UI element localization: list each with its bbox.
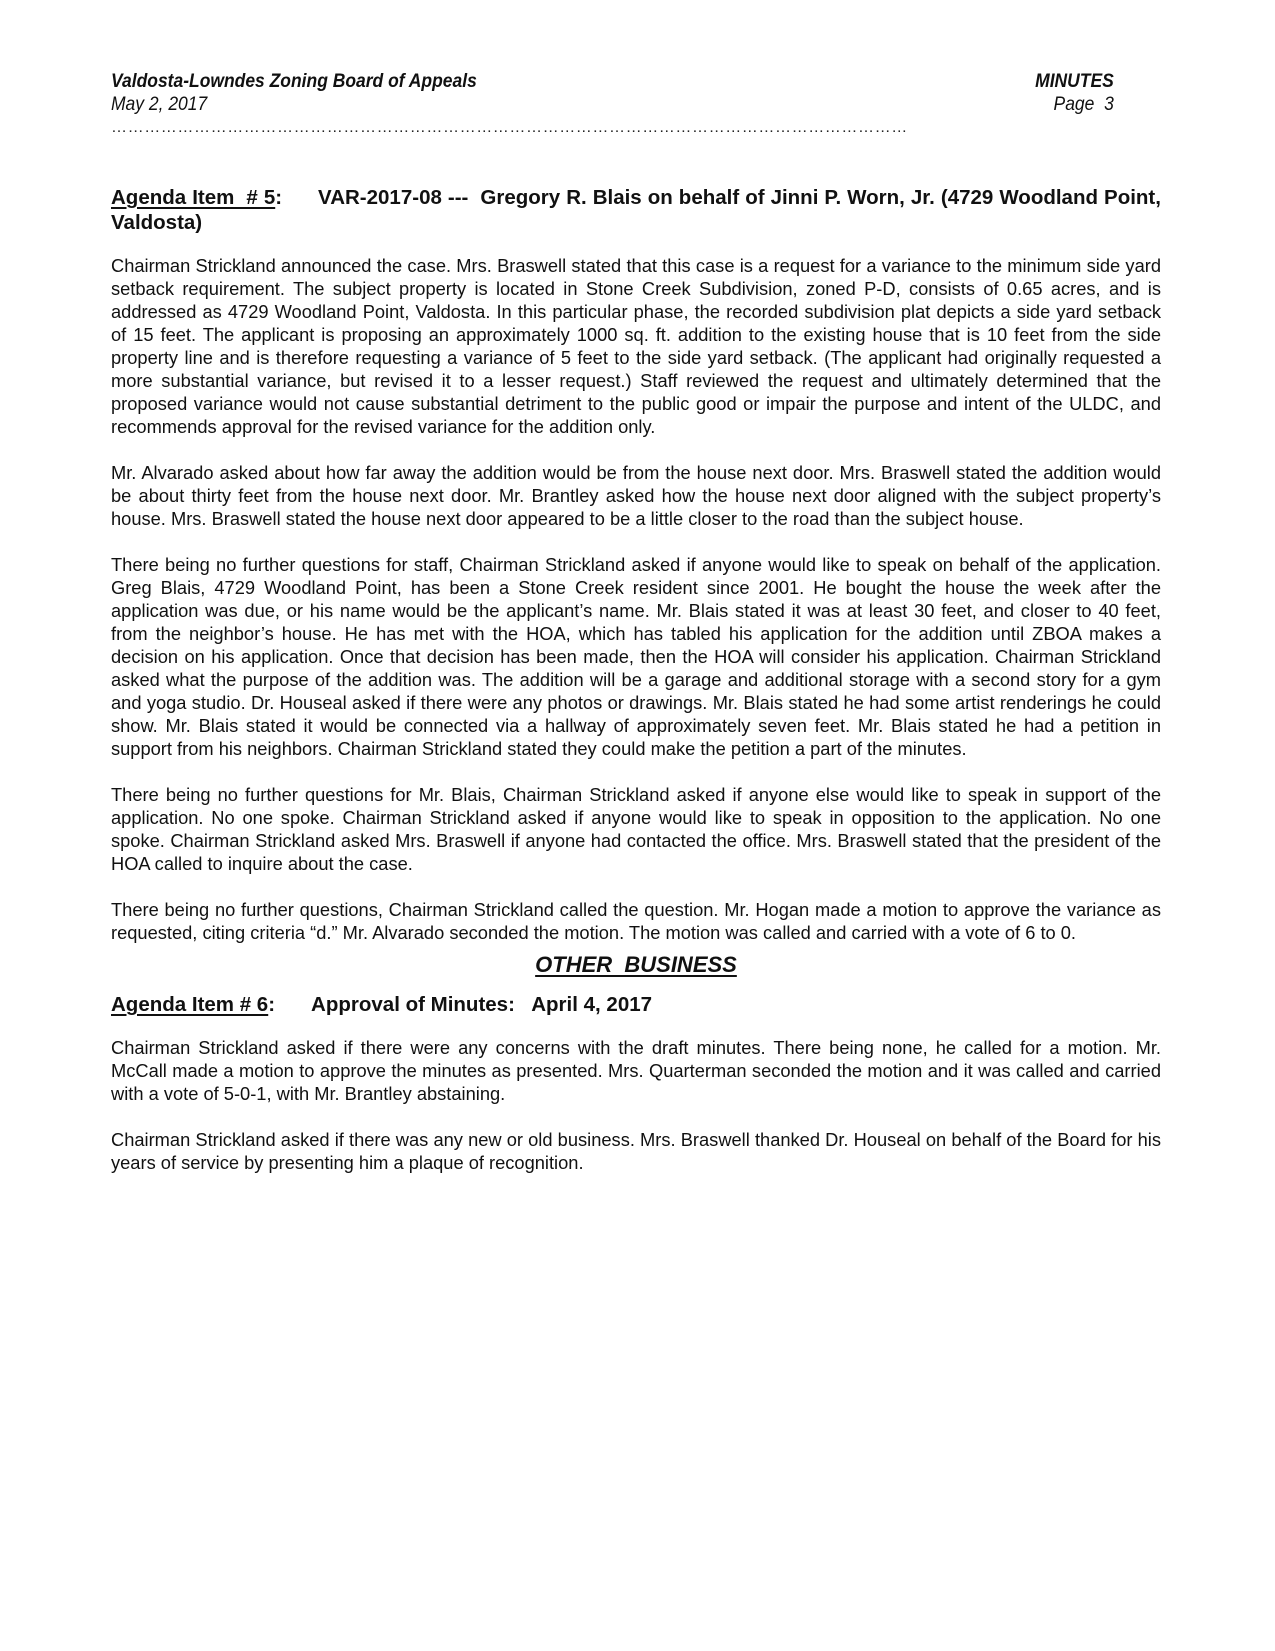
agenda-item-5-heading <box>111 185 1161 235</box>
page-header <box>111 70 1161 138</box>
meeting-date: May 2, 2017 <box>111 94 208 115</box>
heading-colon: : <box>268 993 276 1016</box>
agenda-item-6-label: Agenda Item # 6 <box>111 993 269 1016</box>
item6-paragraph-new-old-business: Chairman Strickland asked if there was any new or old business. Mrs. Braswell thanked Dr. Houseal on behalf of the Board for his years of service by presenting him a plaque of recognition. <box>111 1129 1161 1173</box>
document-type: MINUTES <box>1035 71 1114 92</box>
heading-colon: : <box>275 186 283 209</box>
page-number: Page 3 <box>1053 94 1114 115</box>
header-row-1 <box>111 70 1114 93</box>
agenda-item-6-heading <box>111 992 1161 1017</box>
header-row-2 <box>111 93 1114 116</box>
item6-paragraph-minutes-approval: Chairman Strickland asked if there were any concerns with the draft minutes. There being none, he called for a motion. Mr. McCall made a motion to approve the minutes as presented. Mrs. Quarterman seconded the motion and it was called and carried with a vote of 5-0-1, with Mr. Brantley abstaining. <box>111 1037 1161 1104</box>
item5-paragraph-board-questions: Mr. Alvarado asked about how far away the addition would be from the house next door. Mrs. Braswell stated the addition would be about thirty feet from the house next door. Mr. Brantley asked how the house next door aligned with the subject property’s house. Mrs. Braswell stated the house next door appeared to be a little closer to the road than the subject house. <box>111 462 1161 529</box>
document-page <box>111 70 1161 1174</box>
case-title: Gregory R. Blais on behalf of Jinni P. Worn, Jr. (4729 Woodland Point, Valdosta) <box>111 186 1161 234</box>
agenda-item-5-label: Agenda Item # 5 <box>111 186 276 209</box>
header-dotted-rule: ……………………………………………………………………………………………………………………………… <box>111 119 908 136</box>
item5-paragraph-staff-report: Chairman Strickland announced the case. Mrs. Braswell stated that this case is a request for a variance to the minimum side yard setback requirement. The subject property is located in Stone Creek Subdivision, zoned P-D, consists of 0.65 acres, and is addressed as 4729 Woodland Point, Valdosta. In this particular phase, the recorded subdivision plat depicts a side yard setback of 15 feet. The applicant is proposing an approximately 1000 sq. ft. addition to the existing house that is 10 feet from the side property line and is therefore requesting a variance of 5 feet to the side yard setback. (The applicant had originally requested a more substantial variance, but revised it to a lesser request.) Staff reviewed the request and ultimately determined that the proposed variance would not cause substantial detriment to the public good or impair the purpose and intent of the ULDC, and recommends approval for the revised variance for the addition only. <box>111 255 1161 437</box>
item6-title: Approval of Minutes: April 4, 2017 <box>311 993 653 1016</box>
item5-paragraph-applicant-testimony: There being no further questions for staff, Chairman Strickland asked if anyone would like to speak on behalf of the application. Greg Blais, 4729 Woodland Point, has been a Stone Creek resident since 2001. He bought the house the week after the application was due, or his name would be the applicant’s name. Mr. Blais stated it was at least 30 feet, and closer to 40 feet, from the neighbor’s house. He has met with the HOA, which has tabled his application for the addition until ZBOA makes a decision on his application. Once that decision has been made, then the HOA will consider his application. Chairman Strickland asked what the purpose of the addition was. The addition will be a garage and additional storage with a second story for a gym and yoga studio. Dr. Houseal asked if there were any photos or drawings. Mr. Blais stated he had some artist renderings he could show. Mr. Blais stated it would be connected via a hallway of approximately seven feet. Mr. Blais stated he had a petition in support from his neighbors. Chairman Strickland stated they could make the petition a part of the minutes. <box>111 554 1161 759</box>
item5-paragraph-motion: There being no further questions, Chairman Strickland called the question. Mr. Hogan made a motion to approve the variance as requested, citing criteria “d.” Mr. Alvarado seconded the motion. The motion was called and carried with a vote of 6 to 0. <box>111 899 1161 943</box>
case-number: VAR-2017-08 --- <box>318 186 469 209</box>
organization-name: Valdosta-Lowndes Zoning Board of Appeals <box>111 71 477 92</box>
item5-paragraph-public-comment: There being no further questions for Mr. Blais, Chairman Strickland asked if anyone else would like to speak in support of the application. No one spoke. Chairman Strickland asked if anyone would like to speak in opposition to the application. No one spoke. Chairman Strickland asked Mrs. Braswell if anyone had contacted the office. Mrs. Braswell stated that the president of the HOA called to inquire about the case. <box>111 784 1161 874</box>
other-business-title: OTHER BUSINESS <box>535 952 737 977</box>
